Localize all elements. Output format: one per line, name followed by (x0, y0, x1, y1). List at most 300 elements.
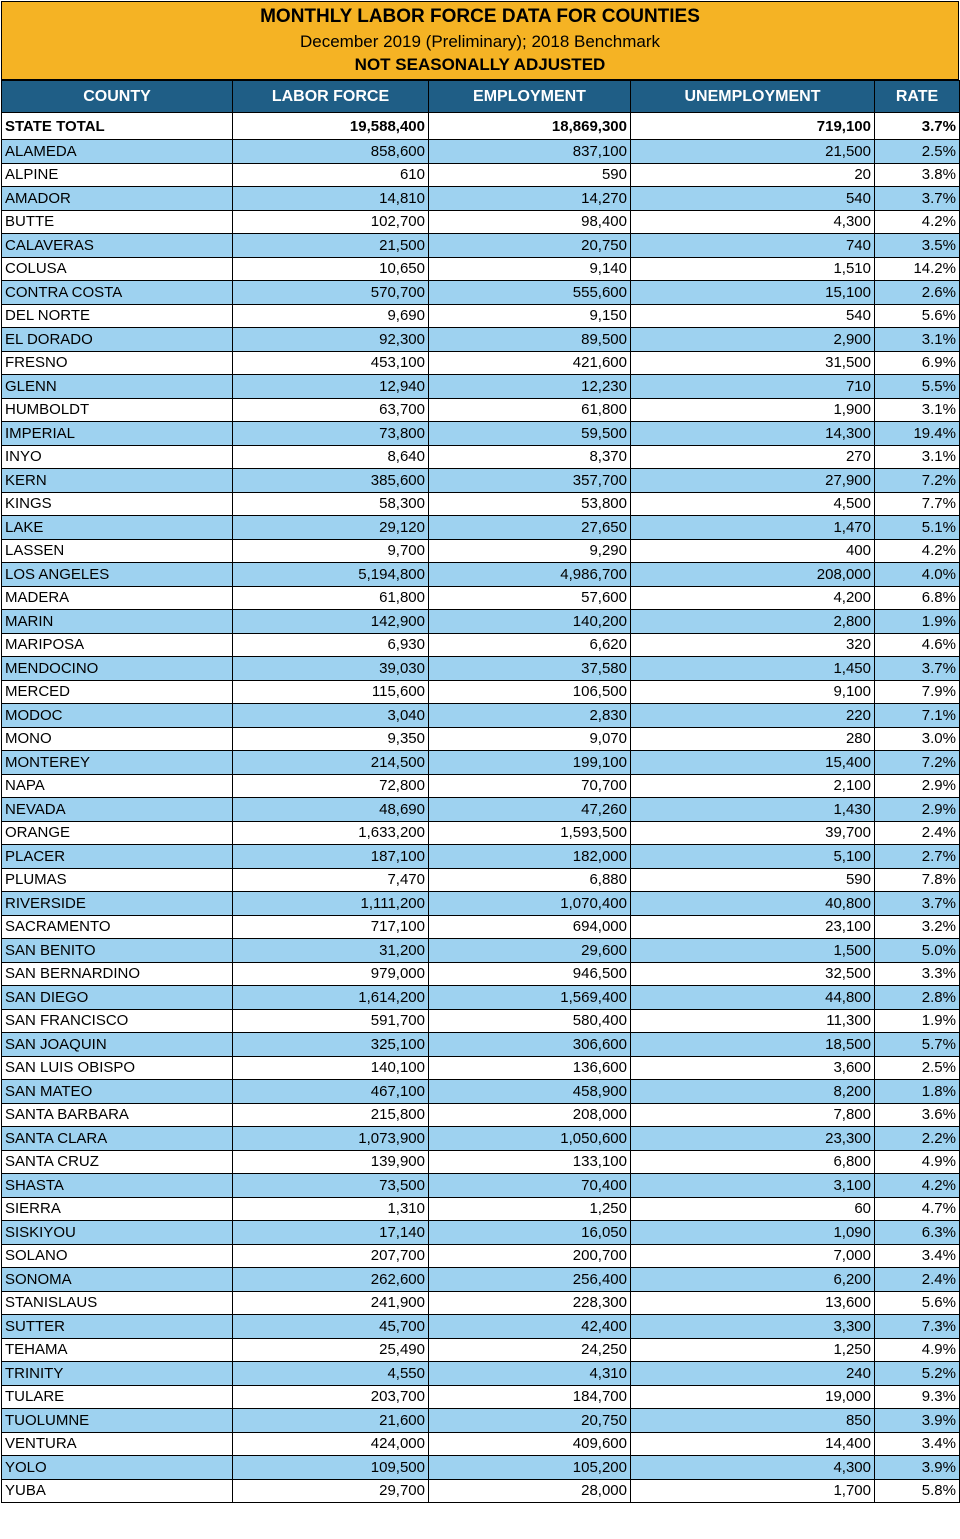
county-name: KINGS (2, 492, 233, 516)
unemployment-value: 740 (631, 234, 875, 258)
rate-value: 5.1% (875, 516, 960, 540)
employment-value: 16,050 (429, 1221, 631, 1245)
unemployment-value: 7,800 (631, 1103, 875, 1127)
labor-force-report (1, 1, 959, 1503)
table-row (2, 1221, 960, 1245)
county-name: LOS ANGELES (2, 563, 233, 587)
employment-value: 1,070,400 (429, 892, 631, 916)
employment-value: 590 (429, 163, 631, 187)
table-row (2, 422, 960, 446)
rate-value: 7.9% (875, 680, 960, 704)
employment-value: 28,000 (429, 1479, 631, 1503)
county-name: SANTA CLARA (2, 1127, 233, 1151)
labor-force-value: 10,650 (233, 257, 429, 281)
header-county: COUNTY (2, 81, 233, 113)
table-row (2, 1080, 960, 1104)
unemployment-value: 4,500 (631, 492, 875, 516)
unemployment-value: 3,300 (631, 1315, 875, 1339)
county-labor-table (1, 80, 960, 1503)
county-name: SAN BERNARDINO (2, 962, 233, 986)
unemployment-value: 240 (631, 1362, 875, 1386)
rate-value: 3.7% (875, 187, 960, 211)
rate-value: 7.7% (875, 492, 960, 516)
unemployment-value: 15,100 (631, 281, 875, 305)
rate-value: 3.1% (875, 398, 960, 422)
rate-value: 5.5% (875, 375, 960, 399)
table-row (2, 1338, 960, 1362)
employment-value: 14,270 (429, 187, 631, 211)
unemployment-value: 850 (631, 1409, 875, 1433)
county-name: SAN JOAQUIN (2, 1033, 233, 1057)
table-header-row (2, 81, 960, 113)
county-name: STANISLAUS (2, 1291, 233, 1315)
table-row (2, 1174, 960, 1198)
unemployment-value: 3,600 (631, 1056, 875, 1080)
labor-force-value: 14,810 (233, 187, 429, 211)
labor-force-value: 25,490 (233, 1338, 429, 1362)
total-labor-force: 19,588,400 (233, 113, 429, 140)
total-label: STATE TOTAL (2, 113, 233, 140)
employment-value: 47,260 (429, 798, 631, 822)
table-row (2, 1056, 960, 1080)
header-employment: EMPLOYMENT (429, 81, 631, 113)
labor-force-value: 7,470 (233, 868, 429, 892)
employment-value: 555,600 (429, 281, 631, 305)
county-name: ORANGE (2, 821, 233, 845)
employment-value: 70,400 (429, 1174, 631, 1198)
rate-value: 4.7% (875, 1197, 960, 1221)
county-name: FRESNO (2, 351, 233, 375)
table-row (2, 1103, 960, 1127)
employment-value: 200,700 (429, 1244, 631, 1268)
labor-force-value: 215,800 (233, 1103, 429, 1127)
labor-force-value: 73,800 (233, 422, 429, 446)
table-row (2, 563, 960, 587)
labor-force-value: 17,140 (233, 1221, 429, 1245)
rate-value: 2.7% (875, 845, 960, 869)
table-row (2, 210, 960, 234)
table-row (2, 1432, 960, 1456)
county-name: TUOLUMNE (2, 1409, 233, 1433)
rate-value: 2.9% (875, 774, 960, 798)
unemployment-value: 2,800 (631, 610, 875, 634)
labor-force-value: 139,900 (233, 1150, 429, 1174)
county-name: RIVERSIDE (2, 892, 233, 916)
county-name: MONO (2, 727, 233, 751)
county-name: KERN (2, 469, 233, 493)
county-name: GLENN (2, 375, 233, 399)
employment-value: 57,600 (429, 586, 631, 610)
employment-value: 8,370 (429, 445, 631, 469)
rate-value: 2.4% (875, 821, 960, 845)
unemployment-value: 208,000 (631, 563, 875, 587)
rate-value: 4.9% (875, 1150, 960, 1174)
unemployment-value: 8,200 (631, 1080, 875, 1104)
rate-value: 5.2% (875, 1362, 960, 1386)
rate-value: 4.9% (875, 1338, 960, 1362)
rate-value: 3.9% (875, 1456, 960, 1480)
county-name: LAKE (2, 516, 233, 540)
unemployment-value: 23,300 (631, 1127, 875, 1151)
rate-value: 3.7% (875, 657, 960, 681)
rate-value: 2.5% (875, 140, 960, 164)
unemployment-value: 320 (631, 633, 875, 657)
labor-force-value: 717,100 (233, 915, 429, 939)
county-name: TRINITY (2, 1362, 233, 1386)
rate-value: 2.9% (875, 798, 960, 822)
unemployment-value: 21,500 (631, 140, 875, 164)
employment-value: 98,400 (429, 210, 631, 234)
unemployment-value: 2,100 (631, 774, 875, 798)
rate-value: 3.1% (875, 445, 960, 469)
table-row (2, 586, 960, 610)
county-name: LASSEN (2, 539, 233, 563)
rate-value: 2.8% (875, 986, 960, 1010)
employment-value: 1,593,500 (429, 821, 631, 845)
unemployment-value: 4,200 (631, 586, 875, 610)
table-row (2, 892, 960, 916)
table-row (2, 821, 960, 845)
rate-value: 3.7% (875, 892, 960, 916)
county-name: YOLO (2, 1456, 233, 1480)
employment-value: 6,880 (429, 868, 631, 892)
employment-value: 106,500 (429, 680, 631, 704)
unemployment-value: 40,800 (631, 892, 875, 916)
header-unemployment: UNEMPLOYMENT (631, 81, 875, 113)
labor-force-value: 109,500 (233, 1456, 429, 1480)
employment-value: 946,500 (429, 962, 631, 986)
employment-value: 2,830 (429, 704, 631, 728)
labor-force-value: 570,700 (233, 281, 429, 305)
labor-force-value: 1,310 (233, 1197, 429, 1221)
employment-value: 1,050,600 (429, 1127, 631, 1151)
employment-value: 136,600 (429, 1056, 631, 1080)
employment-value: 9,150 (429, 304, 631, 328)
unemployment-value: 60 (631, 1197, 875, 1221)
unemployment-value: 1,450 (631, 657, 875, 681)
county-name: YUBA (2, 1479, 233, 1503)
employment-value: 20,750 (429, 1409, 631, 1433)
table-row (2, 1291, 960, 1315)
employment-value: 6,620 (429, 633, 631, 657)
report-adjustment-note: NOT SEASONALLY ADJUSTED (354, 55, 606, 74)
county-name: SOLANO (2, 1244, 233, 1268)
total-employment: 18,869,300 (429, 113, 631, 140)
county-name: MERCED (2, 680, 233, 704)
county-name: MONTEREY (2, 751, 233, 775)
table-row (2, 375, 960, 399)
county-name: SHASTA (2, 1174, 233, 1198)
total-unemployment: 719,100 (631, 113, 875, 140)
labor-force-value: 262,600 (233, 1268, 429, 1292)
labor-force-value: 72,800 (233, 774, 429, 798)
county-name: ALAMEDA (2, 140, 233, 164)
table-row (2, 633, 960, 657)
labor-force-value: 63,700 (233, 398, 429, 422)
rate-value: 7.2% (875, 469, 960, 493)
unemployment-value: 18,500 (631, 1033, 875, 1057)
table-row (2, 140, 960, 164)
county-name: PLUMAS (2, 868, 233, 892)
unemployment-value: 1,250 (631, 1338, 875, 1362)
county-name: AMADOR (2, 187, 233, 211)
table-row (2, 539, 960, 563)
table-row (2, 939, 960, 963)
unemployment-value: 27,900 (631, 469, 875, 493)
unemployment-value: 540 (631, 304, 875, 328)
rate-value: 2.5% (875, 1056, 960, 1080)
table-row (2, 516, 960, 540)
rate-value: 5.8% (875, 1479, 960, 1503)
employment-value: 9,290 (429, 539, 631, 563)
labor-force-value: 140,100 (233, 1056, 429, 1080)
county-name: HUMBOLDT (2, 398, 233, 422)
employment-value: 61,800 (429, 398, 631, 422)
labor-force-value: 203,700 (233, 1385, 429, 1409)
report-subtitle: December 2019 (Preliminary); 2018 Benchmark (300, 32, 660, 51)
unemployment-value: 1,510 (631, 257, 875, 281)
table-row (2, 986, 960, 1010)
table-row (2, 751, 960, 775)
county-name: SAN LUIS OBISPO (2, 1056, 233, 1080)
unemployment-value: 9,100 (631, 680, 875, 704)
state-total-row (2, 113, 960, 140)
rate-value: 14.2% (875, 257, 960, 281)
unemployment-value: 4,300 (631, 210, 875, 234)
labor-force-value: 858,600 (233, 140, 429, 164)
county-name: SACRAMENTO (2, 915, 233, 939)
employment-value: 4,310 (429, 1362, 631, 1386)
unemployment-value: 4,300 (631, 1456, 875, 1480)
table-row (2, 445, 960, 469)
table-row (2, 1244, 960, 1268)
county-name: INYO (2, 445, 233, 469)
county-name: SAN BENITO (2, 939, 233, 963)
rate-value: 5.7% (875, 1033, 960, 1057)
table-row (2, 798, 960, 822)
table-row (2, 163, 960, 187)
report-title-block (1, 1, 959, 80)
unemployment-value: 2,900 (631, 328, 875, 352)
labor-force-value: 610 (233, 163, 429, 187)
unemployment-value: 6,200 (631, 1268, 875, 1292)
unemployment-value: 6,800 (631, 1150, 875, 1174)
county-name: SAN MATEO (2, 1080, 233, 1104)
rate-value: 2.2% (875, 1127, 960, 1151)
unemployment-value: 270 (631, 445, 875, 469)
unemployment-value: 31,500 (631, 351, 875, 375)
county-name: TEHAMA (2, 1338, 233, 1362)
employment-value: 184,700 (429, 1385, 631, 1409)
table-row (2, 657, 960, 681)
county-name: NAPA (2, 774, 233, 798)
rate-value: 5.6% (875, 304, 960, 328)
unemployment-value: 14,400 (631, 1432, 875, 1456)
report-title: MONTHLY LABOR FORCE DATA FOR COUNTIES (260, 6, 700, 27)
unemployment-value: 14,300 (631, 422, 875, 446)
labor-force-value: 241,900 (233, 1291, 429, 1315)
unemployment-value: 13,600 (631, 1291, 875, 1315)
labor-force-value: 8,640 (233, 445, 429, 469)
rate-value: 3.1% (875, 328, 960, 352)
rate-value: 4.6% (875, 633, 960, 657)
table-row (2, 1033, 960, 1057)
county-name: SAN FRANCISCO (2, 1009, 233, 1033)
table-row (2, 1409, 960, 1433)
employment-value: 105,200 (429, 1456, 631, 1480)
employment-value: 42,400 (429, 1315, 631, 1339)
employment-value: 20,750 (429, 234, 631, 258)
unemployment-value: 15,400 (631, 751, 875, 775)
unemployment-value: 23,100 (631, 915, 875, 939)
rate-value: 4.2% (875, 539, 960, 563)
employment-value: 199,100 (429, 751, 631, 775)
labor-force-value: 3,040 (233, 704, 429, 728)
rate-value: 3.5% (875, 234, 960, 258)
labor-force-value: 385,600 (233, 469, 429, 493)
employment-value: 182,000 (429, 845, 631, 869)
labor-force-value: 424,000 (233, 1432, 429, 1456)
labor-force-value: 21,600 (233, 1409, 429, 1433)
labor-force-value: 29,700 (233, 1479, 429, 1503)
table-row (2, 868, 960, 892)
labor-force-value: 9,350 (233, 727, 429, 751)
labor-force-value: 591,700 (233, 1009, 429, 1033)
employment-value: 306,600 (429, 1033, 631, 1057)
rate-value: 3.0% (875, 727, 960, 751)
unemployment-value: 1,500 (631, 939, 875, 963)
rate-value: 19.4% (875, 422, 960, 446)
labor-force-value: 5,194,800 (233, 563, 429, 587)
county-name: IMPERIAL (2, 422, 233, 446)
labor-force-value: 9,700 (233, 539, 429, 563)
employment-value: 70,700 (429, 774, 631, 798)
table-row (2, 1362, 960, 1386)
labor-force-value: 214,500 (233, 751, 429, 775)
county-name: CALAVERAS (2, 234, 233, 258)
employment-value: 228,300 (429, 1291, 631, 1315)
rate-value: 6.9% (875, 351, 960, 375)
county-name: COLUSA (2, 257, 233, 281)
table-row (2, 1009, 960, 1033)
labor-force-value: 39,030 (233, 657, 429, 681)
table-row (2, 680, 960, 704)
table-row (2, 1456, 960, 1480)
employment-value: 29,600 (429, 939, 631, 963)
rate-value: 7.2% (875, 751, 960, 775)
unemployment-value: 710 (631, 375, 875, 399)
labor-force-value: 142,900 (233, 610, 429, 634)
table-row (2, 492, 960, 516)
table-row (2, 915, 960, 939)
table-row (2, 469, 960, 493)
employment-value: 409,600 (429, 1432, 631, 1456)
unemployment-value: 1,470 (631, 516, 875, 540)
header-labor-force: LABOR FORCE (233, 81, 429, 113)
labor-force-value: 187,100 (233, 845, 429, 869)
county-name: ALPINE (2, 163, 233, 187)
county-name: MARIPOSA (2, 633, 233, 657)
rate-value: 4.2% (875, 210, 960, 234)
rate-value: 5.6% (875, 1291, 960, 1315)
labor-force-value: 1,073,900 (233, 1127, 429, 1151)
table-row (2, 610, 960, 634)
county-name: MENDOCINO (2, 657, 233, 681)
unemployment-value: 3,100 (631, 1174, 875, 1198)
county-name: CONTRA COSTA (2, 281, 233, 305)
labor-force-value: 207,700 (233, 1244, 429, 1268)
unemployment-value: 1,700 (631, 1479, 875, 1503)
table-row (2, 398, 960, 422)
table-row (2, 328, 960, 352)
employment-value: 59,500 (429, 422, 631, 446)
rate-value: 3.3% (875, 962, 960, 986)
county-name: SANTA CRUZ (2, 1150, 233, 1174)
employment-value: 89,500 (429, 328, 631, 352)
employment-value: 140,200 (429, 610, 631, 634)
rate-value: 5.0% (875, 939, 960, 963)
labor-force-value: 58,300 (233, 492, 429, 516)
table-row (2, 1127, 960, 1151)
rate-value: 1.8% (875, 1080, 960, 1104)
table-row (2, 704, 960, 728)
table-row (2, 1479, 960, 1503)
county-name: PLACER (2, 845, 233, 869)
rate-value: 6.8% (875, 586, 960, 610)
county-name: SAN DIEGO (2, 986, 233, 1010)
rate-value: 7.3% (875, 1315, 960, 1339)
table-row (2, 1385, 960, 1409)
labor-force-value: 979,000 (233, 962, 429, 986)
labor-force-value: 4,550 (233, 1362, 429, 1386)
employment-value: 208,000 (429, 1103, 631, 1127)
unemployment-value: 280 (631, 727, 875, 751)
labor-force-value: 1,111,200 (233, 892, 429, 916)
county-name: SUTTER (2, 1315, 233, 1339)
table-row (2, 1197, 960, 1221)
table-row (2, 1315, 960, 1339)
employment-value: 9,070 (429, 727, 631, 751)
table-row (2, 187, 960, 211)
county-name: SIERRA (2, 1197, 233, 1221)
county-name: MADERA (2, 586, 233, 610)
county-name: NEVADA (2, 798, 233, 822)
county-name: MODOC (2, 704, 233, 728)
rate-value: 3.9% (875, 1409, 960, 1433)
employment-value: 1,569,400 (429, 986, 631, 1010)
unemployment-value: 7,000 (631, 1244, 875, 1268)
unemployment-value: 590 (631, 868, 875, 892)
unemployment-value: 11,300 (631, 1009, 875, 1033)
employment-value: 357,700 (429, 469, 631, 493)
employment-value: 580,400 (429, 1009, 631, 1033)
table-row (2, 1150, 960, 1174)
labor-force-value: 48,690 (233, 798, 429, 822)
unemployment-value: 20 (631, 163, 875, 187)
employment-value: 9,140 (429, 257, 631, 281)
county-name: SONOMA (2, 1268, 233, 1292)
employment-value: 27,650 (429, 516, 631, 540)
unemployment-value: 220 (631, 704, 875, 728)
employment-value: 837,100 (429, 140, 631, 164)
total-rate: 3.7% (875, 113, 960, 140)
labor-force-value: 9,690 (233, 304, 429, 328)
rate-value: 9.3% (875, 1385, 960, 1409)
employment-value: 1,250 (429, 1197, 631, 1221)
rate-value: 3.2% (875, 915, 960, 939)
rate-value: 3.6% (875, 1103, 960, 1127)
labor-force-value: 61,800 (233, 586, 429, 610)
